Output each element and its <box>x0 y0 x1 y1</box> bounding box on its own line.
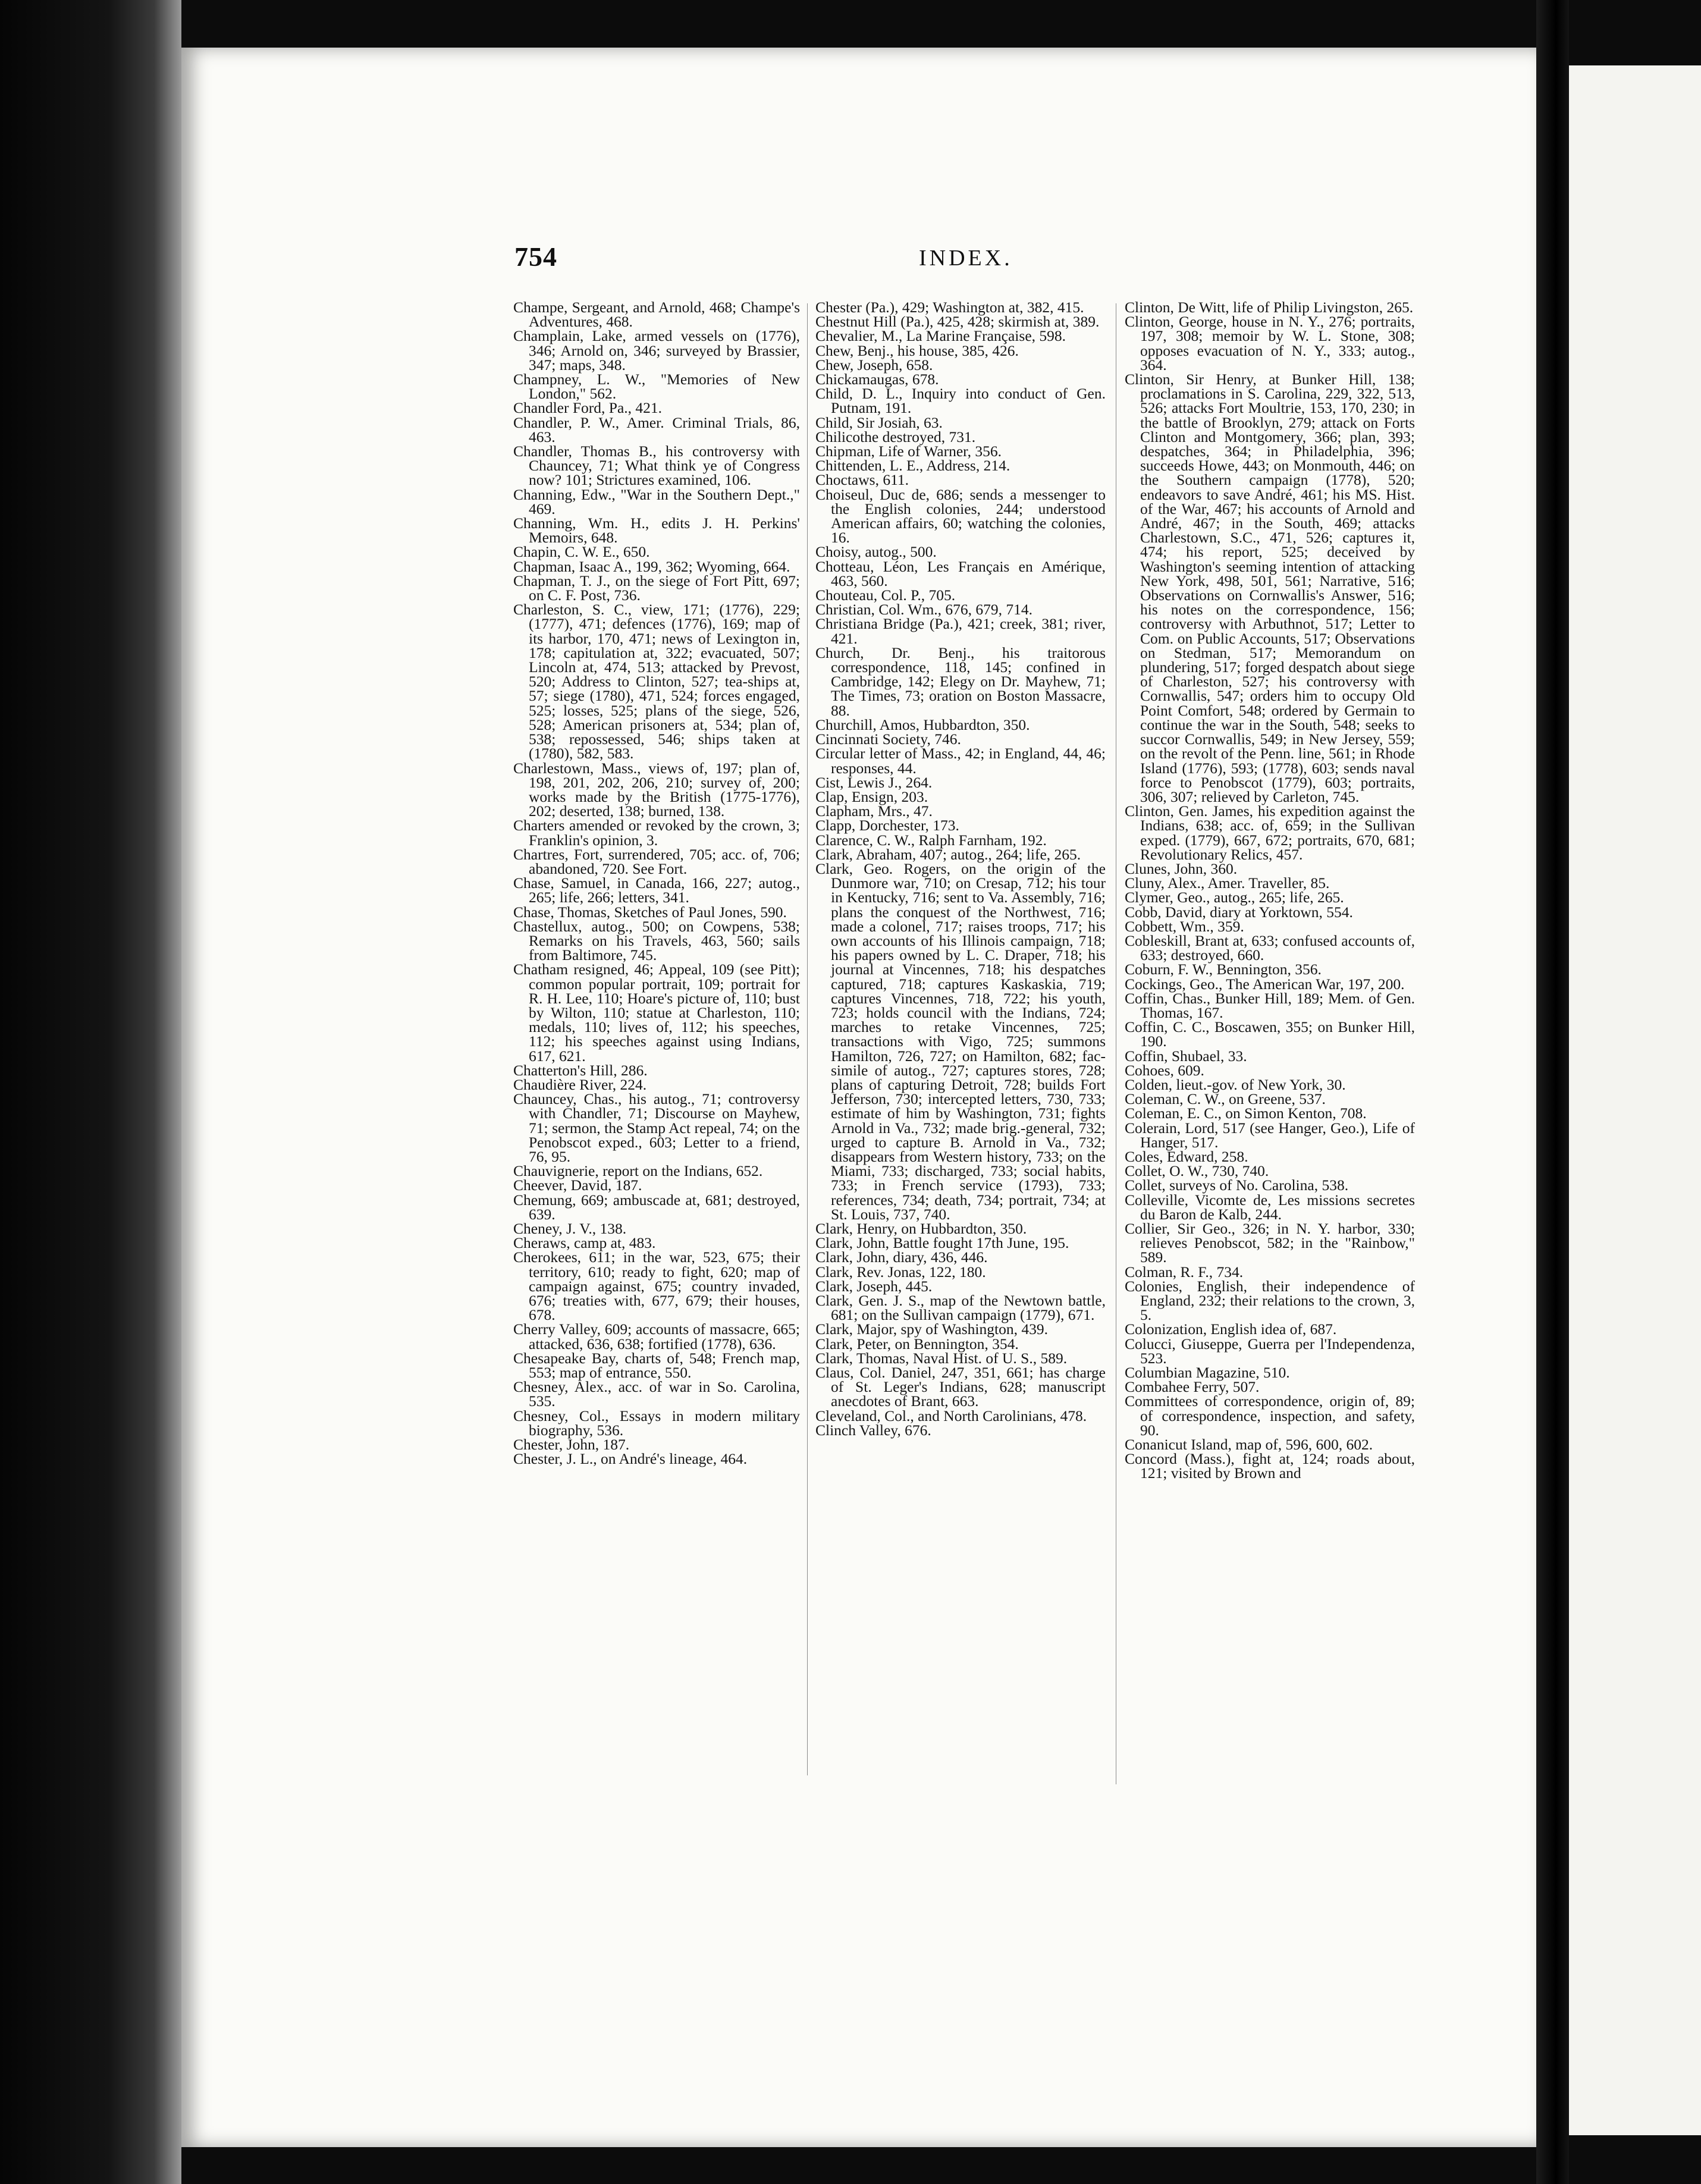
book-gutter <box>1536 0 1569 2184</box>
index-entry: Clymer, Geo., autog., 265; life, 265. <box>1125 889 1344 906</box>
index-entry: Chew, Joseph, 658. <box>815 356 933 374</box>
index-entry: Chotteau, Léon, Les Français en Amérique, 463, 560. <box>815 557 1106 589</box>
index-entry: Charters amended or revoked by the crown, 3; Franklin's opinion, 3. <box>513 817 800 849</box>
index-entry: Cockings, Geo., The American War, 197, 200. <box>1125 975 1405 993</box>
index-entry: Chauvignerie, report on the Indians, 652. <box>513 1162 763 1180</box>
index-entry: Chevalier, M., La Marine Française, 598. <box>815 327 1066 345</box>
index-entry: Colleville, Vicomte de, Les missions secretes du Baron de Kalb, 244. <box>1125 1191 1415 1223</box>
index-entry: Cheney, J. V., 138. <box>513 1220 627 1237</box>
index-entry: Chapman, Isaac A., 199, 362; Wyoming, 664. <box>513 557 790 575</box>
index-entry: Champlain, Lake, armed vessels on (1776), 346; Arnold on, 346; surveyed by Brassier, 347; maps, 348. <box>513 327 800 374</box>
index-entry: Cohoes, 609. <box>1125 1061 1204 1079</box>
index-entry: Chandler, Thomas B., his controversy with Chauncey, 71; What think ye of Congress now? 101; Strictures examined, 106. <box>513 443 800 489</box>
index-entry: Clark, Joseph, 445. <box>815 1277 933 1295</box>
index-entry: Chapman, T. J., on the siege of Fort Pitt, 697; on C. F. Post, 736. <box>513 572 800 604</box>
index-entry: Charlestown, Mass., views of, 197; plan of, 198, 201, 202, 206, 210; survey of, 200; works made by the British (1775-1776), 202; deserted, 138; burned, 138. <box>513 759 800 820</box>
index-entry: Choisy, autog., 500. <box>815 543 937 561</box>
index-entry: Chastellux, autog., 500; on Cowpens, 538; Remarks on his Travels, 463, 560; sails from Baltimore, 745. <box>513 917 800 964</box>
index-entry: Chouteau, Col. P., 705. <box>815 586 956 604</box>
index-entry: Combahee Ferry, 507. <box>1125 1378 1260 1396</box>
index-entry: Chipman, Life of Warner, 356. <box>815 443 1002 460</box>
index-entry: Charleston, S. C., view, 171; (1776), 229; (1777), 471; defences (1776), 169; map of its harbor, 170, 471; news of Lexington in, 178; capitulation at, 322; evacuated, 507; Lincoln at, 474, 513; attacked by Prevost, 520; Address to Clinton, 527; tea-ships at, 57; siege (1780), 471, 524; forces engaged, 525; losses, 525; plans of the siege, 526, 528; American prisoners at, 534; plan of, 538; repossessed, 546; ships taken at (1780), 582, 583. <box>513 601 800 762</box>
index-entry: Chestnut Hill (Pa.), 425, 428; skirmish at, 389. <box>815 313 1100 331</box>
index-entry: Circular letter of Mass., 42; in England, 44, 46; responses, 44. <box>815 745 1106 777</box>
index-entry: Churchill, Amos, Hubbardton, 350. <box>815 716 1030 733</box>
index-entry: Coburn, F. W., Bennington, 356. <box>1125 961 1322 978</box>
index-column-1 <box>513 300 800 1466</box>
index-entry: Chaudière River, 224. <box>513 1075 647 1093</box>
index-entry: Christiana Bridge (Pa.), 421; creek, 381; river, 421. <box>815 615 1106 647</box>
index-entry: Clark, Henry, on Hubbardton, 350. <box>815 1220 1027 1237</box>
index-entry: Chauncey, Chas., his autog., 71; controversy with Chandler, 71; Discourse on Mayhew, 71; sermon, the Stamp Act repeal, 74; on the Penobscot exped., 603; Letter to a friend, 76, 95. <box>513 1090 800 1165</box>
index-entry: Claus, Col. Daniel, 247, 351, 661; has charge of St. Leger's Indians, 628; manuscript anecdotes of Brant, 663. <box>815 1364 1106 1410</box>
index-entry: Clapham, Mrs., 47. <box>815 802 933 820</box>
index-entry: Chesapeake Bay, charts of, 548; French map, 553; map of entrance, 550. <box>513 1349 800 1382</box>
index-entry: Chase, Samuel, in Canada, 166, 227; autog., 265; life, 266; letters, 341. <box>513 874 800 906</box>
index-entry: Collet, O. W., 730, 740. <box>1125 1162 1269 1180</box>
index-entry: Concord (Mass.), fight at, 124; roads about, 121; visited by Brown and <box>1125 1450 1415 1482</box>
index-entry: Choiseul, Duc de, 686; sends a messenger to the English colonies, 244; understood American affairs, 60; watching the colonies, 16. <box>815 485 1106 547</box>
index-entry: Clark, Geo. Rogers, on the origin of the Dunmore war, 710; on Cresap, 712; his tour in Kentucky, 716; sent to Va. Assembly, 716; plans the conquest of the Northwest, 716; made a colonel, 717; raises troops, 717; his own accounts of his Illinois campaign, 718; his papers owned by L. C. Draper, 718; his journal at Vincennes, 718; his despatches captured, 718; captures Kaskaskia, 719; captures Vincennes, 718, 722; his youth, 723; holds council with the Indians, 724; marches to retake Vincennes, 725; transactions with Vigo, 725; summons Hamilton, 726, 727; on Hamilton, 682; fac-simile of autog., 727; captures stores, 728; plans of capturing Detroit, 728; builds Fort Jefferson, 730; intercepted letters, 730, 733; estimate of him by Washington, 731; fights Arnold in Va., 732; made brig.-general, 732; urged to capture B. Arnold in Va., 732; disappears from Western history, 733; on the Miami, 733; discharged, 733; social habits, 733; in French service (1793), 733; references, 734; death, 734; portrait, 734; at St. Louis, 737, 740. <box>815 859 1106 1223</box>
index-entry: Champe, Sergeant, and Arnold, 468; Champe's Adventures, 468. <box>513 299 800 331</box>
index-entry: Clark, Thomas, Naval Hist. of U. S., 589. <box>815 1349 1068 1367</box>
index-entry: Cleveland, Col., and North Carolinians, 478. <box>815 1407 1087 1424</box>
index-entry: Chesney, Col., Essays in modern military biography, 536. <box>513 1407 800 1439</box>
index-entry: Cobleskill, Brant at, 633; confused accounts of, 633; destroyed, 660. <box>1125 931 1415 964</box>
index-entry: Clinton, De Witt, life of Philip Livingston, 265. <box>1125 299 1414 316</box>
index-entry: Clapp, Dorchester, 173. <box>815 817 959 834</box>
index-entry: Church, Dr. Benj., his traitorous correspondence, 118, 145; confined in Cambridge, 142; Elegy on Dr. Mayhew, 71; The Times, 73; oration on Boston Massacre, 88. <box>815 644 1106 719</box>
index-entry: Colden, lieut.-gov. of New York, 30. <box>1125 1075 1346 1093</box>
index-entry: Cheever, David, 187. <box>513 1176 642 1194</box>
index-entry: Chester, J. L., on André's lineage, 464. <box>513 1450 748 1468</box>
index-entry: Clark, Abraham, 407; autog., 264; life, 265. <box>815 845 1081 863</box>
index-entry: Coffin, Chas., Bunker Hill, 189; Mem. of Gen. Thomas, 167. <box>1125 989 1415 1021</box>
column-rule <box>807 303 808 1775</box>
index-entry: Colonization, English idea of, 687. <box>1125 1320 1337 1338</box>
index-entry: Chester, John, 187. <box>513 1436 630 1454</box>
index-entry: Colman, R. F., 734. <box>1125 1263 1244 1281</box>
facing-page-edge <box>1569 65 1701 2135</box>
index-entry: Clark, John, diary, 436, 446. <box>815 1248 988 1266</box>
index-entry: Colucci, Giuseppe, Guerra per l'Independenza, 523. <box>1125 1335 1415 1367</box>
running-head: INDEX. <box>919 246 1013 271</box>
index-entry: Clark, Rev. Jonas, 122, 180. <box>815 1263 986 1281</box>
index-entry: Chilicothe destroyed, 731. <box>815 428 976 445</box>
index-entry: Cobbett, Wm., 359. <box>1125 917 1244 935</box>
index-entry: Cincinnati Society, 746. <box>815 730 961 748</box>
index-entry: Clark, Gen. J. S., map of the Newtown battle, 681; on the Sullivan campaign (1779), 671. <box>815 1292 1106 1324</box>
index-column-3 <box>1125 300 1415 1481</box>
index-entry: Clap, Ensign, 203. <box>815 787 928 805</box>
index-entry: Clinton, Sir Henry, at Bunker Hill, 138; proclamations in S. Carolina, 229, 322, 513, 526; attacks Fort Moultrie, 153, 170, 230; in the battle of Brooklyn, 279; attack on Forts Clinton and Montgomery, 366; plan, 393; despatches, 364; in Philadelphia, 396; succeeds Howe, 443; on Monmouth, 446; on the Southern campaign (1778), 520; endeavors to save André, 461; his MS. Hist. of the War, 467; his accounts of Arnold and André, 467; in the South, 469; attacks Charlestown, S.C., 471, 526; captures it, 474; his report, 525; deceived by Washington's seeming intention of attacking New York, 498, 501, 561; Narrative, 516; Observations on Cornwallis's Answer, 516; his notes on the correspondence, 156; controversy with Arbuthnot, 517; Letter to Com. on Public Accounts, 517; Observations on Stedman, 517; Memorandum on plundering, 517; forged despatch about siege of Charleston, 527; his controversy with Cornwallis, 547; orders him to occupy Old Point Comfort, 548; ordered by Germain to continue the war in the South, 548; seeks to succor Cornwallis, 549; in New Jersey, 559; on the revolt of the Penn. line, 561; in Rhode Island (1776), 593; (1778), 603; sends naval force to Penobscot (1779), 603; portraits, 306, 307; relieved by Carleton, 745. <box>1125 371 1415 805</box>
index-entry: Chew, Benj., his house, 385, 426. <box>815 341 1019 359</box>
index-entry: Coffin, Shubael, 33. <box>1125 1047 1247 1065</box>
index-entry: Chickamaugas, 678. <box>815 371 939 388</box>
index-entry: Chester (Pa.), 429; Washington at, 382, 415. <box>815 299 1084 316</box>
index-entry: Collier, Sir Geo., 326; in N. Y. harbor, 330; relieves Penobscot, 582; in the "Rainbow," 589. <box>1125 1220 1415 1266</box>
index-entry: Clark, Peter, on Bennington, 354. <box>815 1335 1019 1353</box>
index-entry: Cobb, David, diary at Yorktown, 554. <box>1125 903 1353 921</box>
index-entry: Chartres, Fort, surrendered, 705; acc. of, 706; abandoned, 720. See Fort. <box>513 845 800 877</box>
index-entry: Coles, Edward, 258. <box>1125 1147 1248 1165</box>
index-entry: Chemung, 669; ambuscade at, 681; destroyed, 639. <box>513 1191 800 1223</box>
index-entry: Clinch Valley, 676. <box>815 1421 931 1439</box>
index-entry: Child, Sir Josiah, 63. <box>815 413 943 431</box>
index-entry: Channing, Wm. H., edits J. H. Perkins' Memoirs, 648. <box>513 514 800 547</box>
index-entry: Chatham resigned, 46; Appeal, 109 (see Pitt); common popular portrait, 109; portrait for R. H. Lee, 110; Hoare's picture of, 110; bust by Wilton, 110; statue at Charleston, 110; medals, 110; lives of, 112; his speeches, 112; his speeches against using Indians, 617, 621. <box>513 961 800 1065</box>
index-entry: Choctaws, 611. <box>815 471 909 489</box>
index-entry: Chittenden, L. E., Address, 214. <box>815 457 1010 475</box>
index-column-2 <box>815 300 1106 1438</box>
index-entry: Champney, L. W., "Memories of New London," 562. <box>513 371 800 403</box>
page-number: 754 <box>514 241 557 272</box>
index-entry: Clinton, Gen. James, his expedition against the Indians, 638; acc. of, 659; in the Sullivan exped. (1779), 667, 672; portraits, 670, 681; Revolutionary Relics, 457. <box>1125 802 1415 863</box>
index-entry: Cist, Lewis J., 264. <box>815 773 933 791</box>
index-entry: Clarence, C. W., Ralph Farnham, 192. <box>815 831 1047 849</box>
index-entry: Chapin, C. W. E., 650. <box>513 543 650 561</box>
index-entry: Columbian Magazine, 510. <box>1125 1364 1290 1382</box>
index-entry: Chatterton's Hill, 286. <box>513 1061 648 1079</box>
index-entry: Chandler, P. W., Amer. Criminal Trials, 86, 463. <box>513 413 800 445</box>
index-entry: Christian, Col. Wm., 676, 679, 714. <box>815 601 1033 619</box>
book-edge-shadow <box>0 0 181 2184</box>
index-entry: Chandler Ford, Pa., 421. <box>513 399 663 417</box>
index-entry: Coffin, C. C., Boscawen, 355; on Bunker Hill, 190. <box>1125 1018 1415 1050</box>
index-entry: Coleman, E. C., on Simon Kenton, 708. <box>1125 1104 1367 1122</box>
index-entry: Cherry Valley, 609; accounts of massacre, 665; attacked, 636, 638; fortified (1778), 636. <box>513 1320 800 1353</box>
index-entry: Conanicut Island, map of, 596, 600, 602. <box>1125 1436 1373 1454</box>
index-entry: Cheraws, camp at, 483. <box>513 1234 656 1252</box>
index-entry: Colerain, Lord, 517 (see Hanger, Geo.), Life of Hanger, 517. <box>1125 1119 1415 1151</box>
index-entry: Cherokees, 611; in the war, 523, 675; their territory, 610; ready to fight, 620; map of campaign against, 675; country invaded, 676; treaties with, 677, 679; their houses, 678. <box>513 1248 800 1324</box>
index-entry: Committees of correspondence, origin of, 89; of correspondence, inspection, and safety, 90. <box>1125 1392 1415 1439</box>
index-entry: Collet, surveys of No. Carolina, 538. <box>1125 1176 1349 1194</box>
index-entry: Cluny, Alex., Amer. Traveller, 85. <box>1125 874 1330 892</box>
index-entry: Clunes, John, 360. <box>1125 859 1238 877</box>
index-entry: Child, D. L., Inquiry into conduct of Gen. Putnam, 191. <box>815 385 1106 417</box>
index-entry: Channing, Edw., "War in the Southern Dept.," 469. <box>513 485 800 517</box>
index-entry: Colonies, English, their independence of England, 232; their relations to the crown, 3, 5. <box>1125 1277 1415 1324</box>
index-entry: Coleman, C. W., on Greene, 537. <box>1125 1090 1326 1108</box>
index-entry: Clark, John, Battle fought 17th June, 195. <box>815 1234 1069 1252</box>
index-entry: Clark, Major, spy of Washington, 439. <box>815 1320 1048 1338</box>
index-entry: Chesney, Alex., acc. of war in So. Carolina, 535. <box>513 1378 800 1410</box>
index-entry: Clinton, George, house in N. Y., 276; portraits, 197, 308; memoir by W. L. Stone, 308; opposes evacuation of N. Y., 333; autog., 364. <box>1125 313 1415 374</box>
index-entry: Chase, Thomas, Sketches of Paul Jones, 590. <box>513 903 787 921</box>
